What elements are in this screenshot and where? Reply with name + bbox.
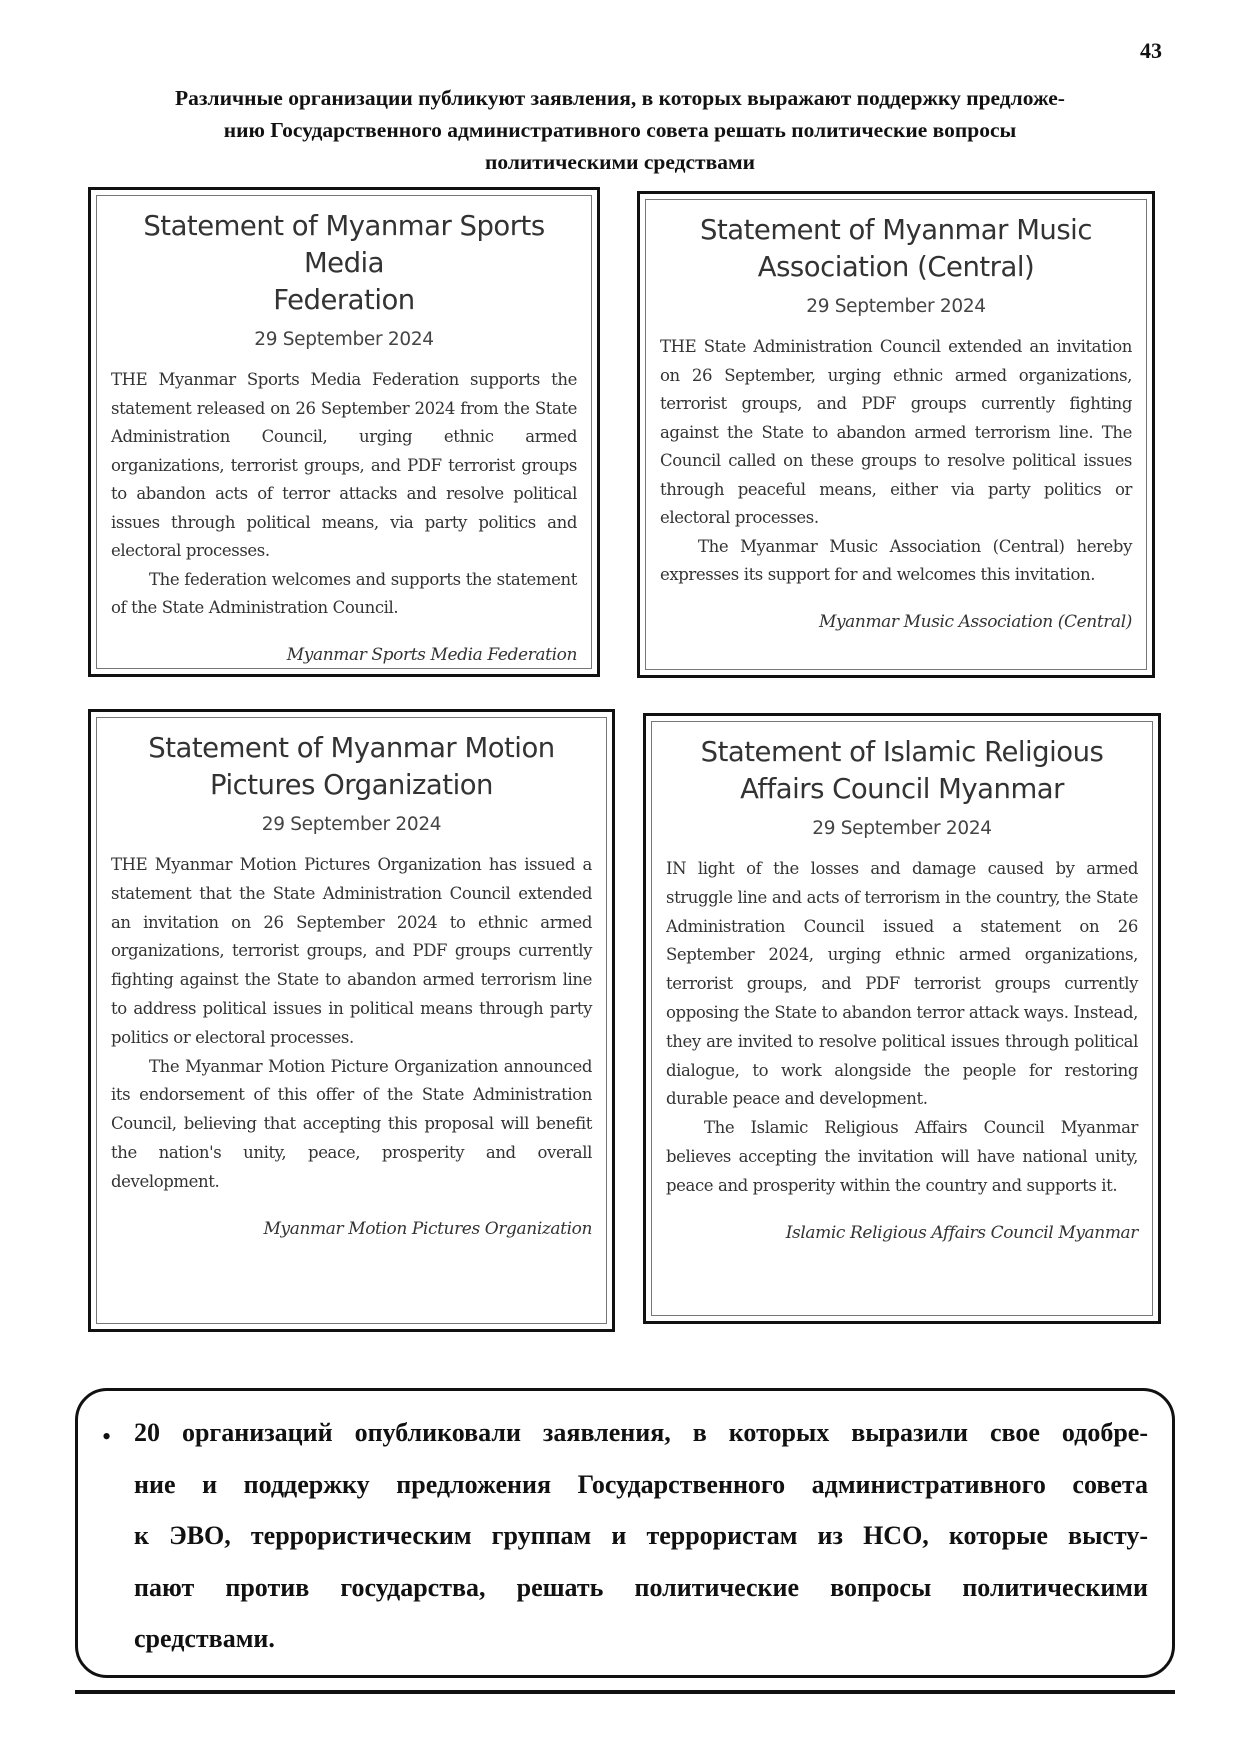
clipping-date: 29 September 2024	[254, 329, 434, 350]
clipping-title	[666, 734, 1138, 808]
summary-line: средствами.	[134, 1624, 275, 1653]
clipping-paragraph: IN light of the losses and damage caused by armed struggle line and acts of terrorism in the country, the State Administration Council issued a statement on 26 September 2024, urging ethnic armed organizations, terrorist groups, and PDF terrorist groups currently opposing the State to abandon terror attack ways. Instead, they are invited to resolve political issues through political dialogue, to work alongside the people for restoring durable peace and development.	[666, 859, 1138, 1109]
page-number: 43	[1140, 38, 1162, 63]
clipping-body	[660, 333, 1132, 590]
clipping-paragraph: The Islamic Religious Affairs Council Myanmar believes accepting the invitation will have national unity, peace and prosperity within the country and supports it.	[666, 1118, 1138, 1195]
clipping-body	[111, 366, 577, 623]
statement-clipping-sports-media	[88, 187, 600, 677]
clipping-date: 29 September 2024	[812, 818, 992, 839]
clipping-title	[111, 208, 577, 319]
clipping-frame	[96, 195, 592, 669]
bottom-divider	[75, 1690, 1175, 1694]
clipping-frame	[96, 717, 607, 1324]
clipping-paragraph: The Myanmar Motion Picture Organization announced its endorsement of this offer of the State Administration Council, believing that accepting this proposal will benefit the nation's unity, peace, prosperity and overall development.	[111, 1056, 592, 1191]
clipping-frame	[651, 721, 1153, 1316]
clipping-signature: Islamic Religious Affairs Council Myanmar	[785, 1222, 1138, 1243]
clipping-title-line: Statement of Myanmar Music	[700, 214, 1092, 246]
clipping-title-line: Statement of Myanmar Sports Media	[143, 210, 545, 279]
bullet-icon: •	[102, 1422, 112, 1451]
statement-clipping-motion-pictures	[88, 709, 615, 1332]
clipping-signature: Myanmar Motion Pictures Organization	[263, 1218, 592, 1239]
heading-line: политическими средствами	[484, 150, 756, 174]
clipping-title-line: Pictures Organization	[210, 769, 493, 801]
clipping-title-line: Federation	[273, 284, 415, 316]
clipping-title-line: Statement of Islamic Religious	[700, 736, 1104, 768]
clipping-title	[660, 212, 1132, 286]
clipping-signature: Myanmar Sports Media Federation	[286, 644, 577, 665]
clipping-body	[111, 851, 592, 1197]
clipping-paragraph: THE Myanmar Motion Pictures Organization has issued a statement that the State Administration Council extended an invitation on 26 September 2024 to ethnic armed organizations, terrorist groups, and PDF groups currently fighting against the State to abandon armed terrorism line to address political issues in political means through party politics or electoral processes.	[111, 855, 592, 1047]
statement-clipping-islamic-council	[643, 713, 1161, 1324]
clipping-title-line: Statement of Myanmar Motion	[148, 732, 555, 764]
clipping-signature: Myanmar Music Association (Central)	[818, 611, 1132, 632]
summary-line: к ЭВО, террористическим группам и террористам из НСО, которые высту-	[134, 1521, 1148, 1550]
summary-box	[75, 1388, 1175, 1678]
clipping-paragraph: The federation welcomes and supports the statement of the State Administration Council.	[111, 569, 577, 617]
clipping-date: 29 September 2024	[806, 296, 986, 317]
clipping-paragraph: THE State Administration Council extended an invitation on 26 September, urging ethnic armed organizations, terrorist groups, and PDF groups currently fighting against the State to abandon armed terrorism line. The Council called on these groups to resolve political issues through peaceful means, either via party politics or electoral processes.	[660, 337, 1132, 527]
clipping-title	[111, 730, 592, 804]
clipping-paragraph: THE Myanmar Sports Media Federation supports the statement released on 26 September 2024 from the State Administration Council, urging ethnic armed organizations, terrorist groups, and PDF terrorist groups to abandon acts of terror attacks and resolve political issues through political means, via party politics and electoral processes.	[111, 370, 577, 560]
clipping-title-line: Affairs Council Myanmar	[740, 773, 1064, 805]
summary-line: 20 организаций опубликовали заявления, в которых выразили свое одобре-	[134, 1418, 1148, 1447]
heading-line: Различные организации публикуют заявления, в которых выражают поддержку предложе-	[175, 86, 1065, 110]
clipping-title-line: Association (Central)	[757, 251, 1035, 283]
clipping-frame	[645, 199, 1147, 670]
clipping-date: 29 September 2024	[261, 814, 442, 835]
page-heading	[80, 82, 1160, 178]
summary-text	[134, 1407, 1148, 1665]
clipping-body	[666, 855, 1138, 1201]
statement-clipping-music-association	[637, 191, 1155, 678]
heading-line: нию Государственного административного совета решать политические вопросы	[223, 118, 1017, 142]
clipping-paragraph: The Myanmar Music Association (Central) hereby expresses its support for and welcomes this invitation.	[660, 536, 1132, 584]
summary-line: ние и поддержку предложения Государственного административного совета	[134, 1469, 1148, 1499]
summary-line: пают против государства, решать политические вопросы политическими	[134, 1572, 1148, 1602]
